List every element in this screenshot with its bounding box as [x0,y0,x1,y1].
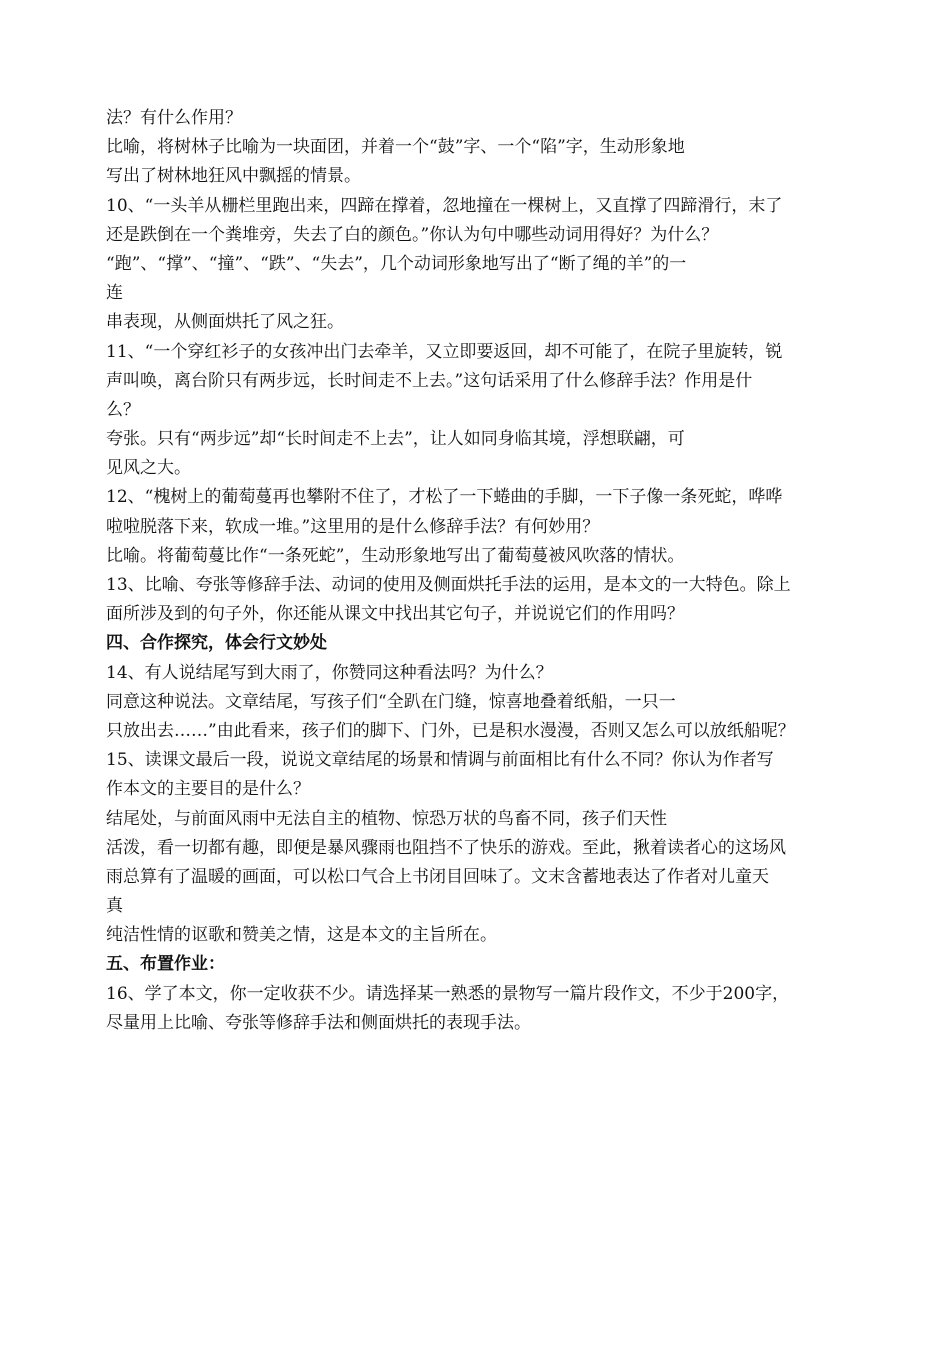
text-line: 声叫唤，离台阶只有两步远，长时间走不上去。”这句话采用了什么修辞手法？作用是什 [106,370,753,391]
text-line: 么？ [106,399,140,420]
document-page [106,104,854,1038]
text-line: 面所涉及到的句子外，你还能从课文中找出其它句子，并说说它们的作用吗？ [106,604,684,625]
text-line: 见风之大。 [106,458,191,479]
text-line: 15、读课文最后一段，说说文章结尾的场景和情调与前面相比有什么不同？你认为作者写 [106,750,774,771]
section-heading: 四、合作探究，体会行文妙处 [106,633,327,654]
text-line: 16、学了本文，你一定收获不少。请选择某一熟悉的景物写一篇片段作文，不少于200字， [106,983,790,1004]
text-line: 比喻，将树林子比喻为一块面团，并着一个“鼓”字、一个“陷”字，生动形象地 [106,137,685,158]
text-line: 活泼，看一切都有趣，即便是暴风骤雨也阻挡不了快乐的游戏。至此，揪着读者心的这场风 [106,837,786,858]
text-line: 写出了树林地狂风中飘摇的情景。 [106,166,361,187]
section-heading: 五、布置作业： [106,954,225,975]
text-line: 真 [106,896,123,917]
text-line: 法？有什么作用？ [106,108,242,128]
text-line: 作本文的主要目的是什么？ [106,779,310,800]
text-line: 12、“槐树上的葡萄蔓再也攀附不住了，才松了一下蜷曲的手脚，一下子像一条死蛇，哗哗 [106,487,783,508]
text-line: 结尾处，与前面风雨中无法自主的植物、惊恐万状的鸟畜不同，孩子们天性 [106,808,667,829]
text-line: 夸张。只有“两步远”却“长时间走不上去”，让人如同身临其境，浮想联翩，可 [106,429,685,450]
text-line: 啦啦脱落下来，软成一堆。”这里用的是什么修辞手法？有何妙用？ [106,516,600,537]
text-line: 串表现，从侧面烘托了风之狂。 [106,312,344,333]
text-line: 连 [106,283,123,304]
text-line: 纯洁性情的讴歌和赞美之情，这是本文的主旨所在。 [106,925,497,946]
text-line: “跑”、“撑”、“撞”、“跌”、“失去”，几个动词形象地写出了“断了绳的羊”的一 [106,253,687,274]
text-line: 同意这种说法。文章结尾，写孩子们“全趴在门缝，惊喜地叠着纸船，一只一 [106,691,676,712]
text-line: 只放出去……”由此看来，孩子们的脚下、门外，已是积水漫漫，否则又怎么可以放纸船呢？ [106,720,795,741]
text-line: 11、“一个穿红衫子的女孩冲出门去牵羊，又立即要返回，却不可能了，在院子里旋转，锐 [106,341,783,362]
text-line: 13、比喻、夸张等修辞手法、动词的使用及侧面烘托手法的运用，是本文的一大特色。除上 [106,575,791,595]
text-line: 10、“一头羊从栅栏里跑出来，四蹄在撑着，忽地撞在一棵树上，又直撑了四蹄滑行，末了 [106,195,783,216]
text-line: 14、有人说结尾写到大雨了，你赞同这种看法吗？为什么？ [106,662,553,683]
text-line: 雨总算有了温暖的画面，可以松口气合上书闭目回味了。文末含蓄地表达了作者对儿童天 [106,866,769,887]
text-line: 比喻。将葡萄蔓比作“一条死蛇”，生动形象地写出了葡萄蔓被风吹落的情状。 [106,545,685,566]
text-line: 尽量用上比喻、夸张等修辞手法和侧面烘托的表现手法。 [106,1012,531,1033]
text-line: 还是跌倒在一个粪堆旁，失去了白的颜色。”你认为句中哪些动词用得好？为什么？ [106,224,719,245]
